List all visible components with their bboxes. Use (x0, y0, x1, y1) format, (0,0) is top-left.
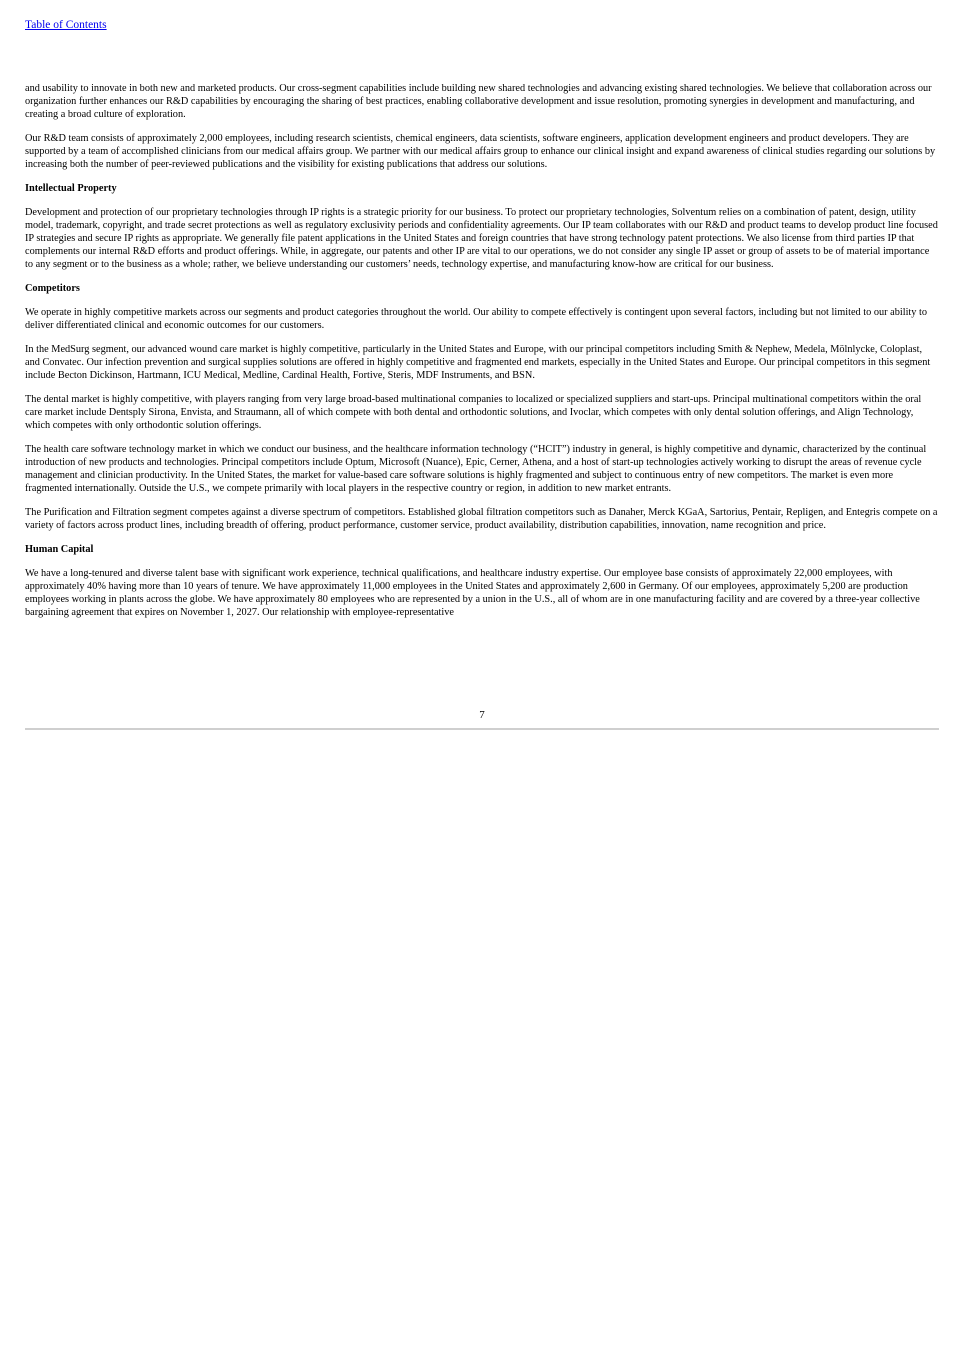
paragraph-medsurg-competitors: In the MedSurg segment, our advanced wound care market is highly competitive, particularly in the United States and Europe, with our principal competitors including Smith & Nephew, Medela, Mölnlycke, Coloplast, and Convatec. Our infection prevention and surgical supplies solutions are offered in highly competitive and fragmented end markets, especially in the United States and Europe. Our principal competitors in this segment include Becton Dickinson, Hartmann, ICU Medical, Medline, Cardinal Health, Fortive, Steris, MDF Instruments, and BSN. (25, 344, 931, 381)
paragraph-competitive-markets: We operate in highly competitive markets across our segments and product categories throughout the world. Our ability to compete effectively is contingent upon several factors, including but not limited to our ability to deliver differentiated clinical and economic outcomes for our customers. (25, 307, 928, 331)
table-of-contents-link[interactable]: Table of Contents (25, 19, 107, 31)
paragraph-rd-team: Our R&D team consists of approximately 2,000 employees, including research scientists, chemical engineers, data scientists, software engineers, application development engineers and product developers. They are supported by a team of accomplished clinicians from our medical affairs group. We partner with our medical affairs group to enhance our clinical insight and expand awareness of clinical studies regarding our solutions by increasing both the number of peer-reviewed publications and the visibility for existing publications that address our solutions. (25, 133, 936, 170)
paragraph-dental-competitors: The dental market is highly competitive, with players ranging from very large broad-based multinational companies to localized or specialized suppliers and start-ups. Principal multinational competitors within the oral care market include Dentsply Sirona, Envista, and Straumann, all of which compete with both dental and orthodontic solutions, and Ivoclar, which competes with only dental solution offerings, and Align Technology, which competes with only orthodontic solution offerings. (25, 394, 922, 431)
paragraph-ip: Development and protection of our proprietary technologies through IP rights is a strategic priority for our business. To protect our proprietary technologies, Solventum relies on a combination of patent, design, utility model, trademark, copyright, and trade secret protections as well as regulatory exclusivity periods and confidentiality agreements. Our IP team collaborates with our R&D and product teams to develop product line focused IP strategies and secure IP rights as appropriate. We generally file patent applications in the United States and foreign countries that have strong technology patent protections. We also license from third parties IP that complements our internal R&D efforts and product offerings. While, in aggregate, our patents and other IP are vital to our operations, we do not consider any single IP asset or group of assets to be of material importance to any segment or to the business as a whole; rather, we believe understanding our customers’ needs, technology expertise, and manufacturing know-how are critical for our business. (25, 207, 938, 270)
heading-intellectual-property: Intellectual Property (25, 183, 117, 194)
paragraph-software-competitors: The health care software technology market in which we conduct our business, and the healthcare information technology (“HCIT”) industry in general, is highly competitive and dynamic, characterized by the continual introduction of new products and technologies. Principal competitors include Optum, Microsoft (Nuance), Epic, Cerner, Athena, and a host of start-up technologies actively working to disrupt the areas of revenue cycle management and clinician productivity. In the United States, the market for value-based care software solutions is highly fragmented and subject to continuous entry of new competitors. The market is even more fragmented internationally. Outside the U.S., we compete primarily with local players in the respective country or region, in addition to new market entrants. (25, 444, 927, 494)
heading-competitors: Competitors (25, 283, 80, 294)
heading-human-capital: Human Capital (25, 544, 94, 555)
paragraph-rd-capabilities: and usability to innovate in both new and marketed products. Our cross-segment capabilities include building new shared technologies and advancing existing shared technologies. We believe that collaboration across our organization further enhances our R&D capabilities by encouraging the sharing of best practices, enabling collaborative development and issue resolution, promoting synergies in development and manufacturing, and creating a broad culture of exploration. (25, 83, 932, 120)
document-body (25, 82, 939, 630)
paragraph-human-capital: We have a long-tenured and diverse talent base with significant work experience, technical qualifications, and healthcare industry expertise. Our employee base consists of approximately 22,000 employees, with approximately 40% having more than 10 years of tenure. We have approximately 11,000 employees in the United States and approximately 2,600 in Germany. Of our employees, approximately 5,200 are production employees working in plants across the globe. We have approximately 80 employees who are represented by a union in the U.S., all of whom are in one manufacturing facility and are covered by a three-year collective bargaining agreement that expires on November 1, 2027. Our relationship with employee-representative (25, 568, 920, 618)
paragraph-filtration-competitors: The Purification and Filtration segment competes against a diverse spectrum of competitors. Established global filtration competitors such as Danaher, Merck KGaA, Sartorius, Pentair, Repligen, and Entegris compete on a variety of factors across product lines, including breadth of offering, product performance, customer service, product availability, distribution capabilities, innovation, name recognition and price. (25, 507, 938, 531)
page-number: 7 (479, 709, 485, 721)
page-divider (25, 728, 939, 730)
